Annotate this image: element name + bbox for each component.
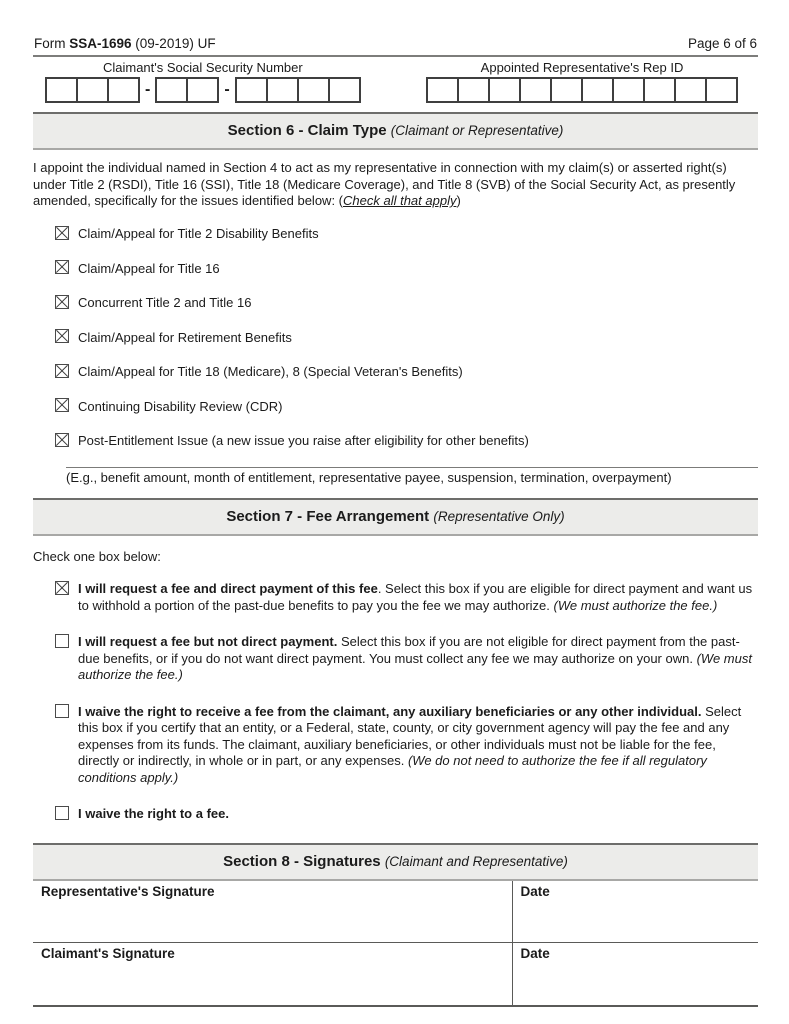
fee-option-text: I will request a fee but not direct payment. Select this box if you are not eligible for direct payment from the past-due benefits, or if you do not want direct payment. You must collect any fee we may authorize on your own. (We must authorize the fee.) <box>78 634 752 682</box>
claim-type-row <box>55 226 758 242</box>
fee-checkbox-fee-no-direct-payment[interactable] <box>55 634 69 648</box>
claim-type-label: Claim/Appeal for Title 18 (Medicare), 8 (Special Veteran's Benefits) <box>78 364 463 379</box>
rep-id-boxes <box>426 77 738 103</box>
claimant-date-label: Date <box>520 945 550 961</box>
section-6-header <box>33 112 758 150</box>
ssn-box[interactable] <box>266 77 299 103</box>
claim-type-checkbox-post-entitlement[interactable] <box>55 433 69 447</box>
fee-option-row <box>55 704 758 787</box>
ssn-dash: - <box>224 81 230 98</box>
claimant-date-field[interactable] <box>512 943 759 1005</box>
section-7-title: Section 7 - Fee Arrangement <box>226 508 430 525</box>
ssn-box[interactable] <box>235 77 268 103</box>
claim-type-list <box>33 226 758 449</box>
ssn-box[interactable] <box>186 77 219 103</box>
signature-table <box>33 881 758 1007</box>
rep-id-label: Appointed Representative's Rep ID <box>480 60 684 75</box>
fee-option-text: I will request a fee and direct payment of this fee. Select this box if you are eligible for direct payment and want us to withhold a portion of the past-due benefits to pay you the fee we may authorize. (We must authorize the fee.) <box>78 581 753 613</box>
claim-type-row <box>55 329 758 345</box>
page-number: Page 6 of 6 <box>687 36 757 51</box>
section-8-header <box>33 843 758 881</box>
claim-type-checkbox-cdr[interactable] <box>55 398 69 412</box>
fee-checkbox-waive-fee-from-claimant[interactable] <box>55 704 69 718</box>
ssn-label: Claimant's Social Security Number <box>102 60 303 75</box>
claim-type-checkbox-retirement[interactable] <box>55 329 69 343</box>
fee-option-text: I waive the right to a fee. <box>78 806 229 821</box>
rep-id-box[interactable] <box>612 77 645 103</box>
section-7-subtitle: (Representative Only) <box>433 509 565 524</box>
claim-type-label: Claim/Appeal for Retirement Benefits <box>78 329 292 345</box>
claim-type-label: Claim/Appeal for Title 16 <box>78 260 220 276</box>
rep-id-box[interactable] <box>426 77 459 103</box>
section-7-header <box>33 498 758 536</box>
rep-id-box[interactable] <box>519 77 552 103</box>
representative-signature-label: Representative's Signature <box>41 883 215 899</box>
claim-type-label: Continuing Disability Review (CDR) <box>78 398 283 414</box>
representative-date-label: Date <box>520 883 550 899</box>
ssn-box[interactable] <box>155 77 188 103</box>
post-entitlement-hint: (E.g., benefit amount, month of entitlement, representative payee, suspension, termination, overpayment) <box>66 470 672 485</box>
claim-type-row <box>55 433 758 449</box>
rep-id-box[interactable] <box>674 77 707 103</box>
claim-type-row <box>55 364 758 380</box>
claim-type-row <box>55 398 758 414</box>
claim-type-row <box>55 260 758 276</box>
claim-type-label: Post-Entitlement Issue (a new issue you raise after eligibility for other benefits) <box>78 433 529 448</box>
ssn-boxes <box>45 77 361 103</box>
ssn-box[interactable] <box>76 77 109 103</box>
section-8-title: Section 8 - Signatures <box>223 852 381 870</box>
representative-date-field[interactable] <box>512 881 759 942</box>
page-header <box>33 36 758 55</box>
id-fields-row <box>33 57 758 112</box>
fee-checkbox-fee-direct-payment[interactable] <box>55 581 69 595</box>
section-6-intro: I appoint the individual named in Section 4 to act as my representative in connection with my claim(s) or asserted right(s) under Title 2 (RSDI), Title 16 (SSI), Title 18 (Medicare Coverage), and Title 8 (SVB) of the Social Security Act, as presently amended, specifically for the issues identified below: (Check all that apply) <box>33 160 736 208</box>
fee-option-text: I waive the right to receive a fee from the claimant, any auxiliary beneficiaries or any other individual. Select this box if you certify that an entity, or a Federal, state, county, or city government agency will pay the fee and any expenses from its funds. The claimant, auxiliary beneficiaries, or other individuals must not be liable for the fee, directly or indirectly, in whole or in part, or any expenses. (We do not need to authorize the fee if all regulatory conditions apply.) <box>78 703 742 785</box>
section-6-subtitle: (Claimant or Representative) <box>390 123 564 138</box>
claimant-signature-field[interactable] <box>33 943 512 1005</box>
form-number: SSA-1696 <box>69 36 132 51</box>
claim-type-label: Claim/Appeal for Title 2 Disability Benefits <box>78 226 319 241</box>
section-6-title: Section 6 - Claim Type <box>227 122 387 139</box>
rep-id-box[interactable] <box>643 77 676 103</box>
ssn-dash: - <box>145 81 151 98</box>
rep-id-box[interactable] <box>550 77 583 103</box>
claimant-signature-row <box>33 943 758 1005</box>
ssn-group <box>45 60 361 103</box>
claim-type-row <box>55 295 758 311</box>
check-all-that-apply: Check all that apply <box>343 193 457 208</box>
section-8-subtitle: (Claimant and Representative) <box>384 853 568 869</box>
claimant-signature-label: Claimant's Signature <box>41 945 175 961</box>
fee-option-list <box>33 581 758 823</box>
claim-type-label: Concurrent Title 2 and Title 16 <box>78 295 252 310</box>
ssn-box[interactable] <box>328 77 361 103</box>
rep-id-box[interactable] <box>457 77 490 103</box>
claim-type-checkbox-title2-disability[interactable] <box>55 226 69 240</box>
fee-option-row <box>55 634 758 684</box>
ssn-box[interactable] <box>45 77 78 103</box>
fee-instruction: Check one box below: <box>33 549 161 564</box>
representative-signature-field[interactable] <box>33 881 512 942</box>
rep-id-box[interactable] <box>581 77 614 103</box>
claim-type-checkbox-title18[interactable] <box>55 364 69 378</box>
rep-id-box[interactable] <box>705 77 738 103</box>
post-entitlement-writein <box>33 467 758 485</box>
ssn-box[interactable] <box>107 77 140 103</box>
fee-option-row <box>55 806 758 823</box>
claim-type-checkbox-concurrent[interactable] <box>55 295 69 309</box>
rep-id-box[interactable] <box>488 77 521 103</box>
fee-checkbox-waive-right-to-fee[interactable] <box>55 806 69 820</box>
rep-id-group <box>426 60 738 103</box>
fee-option-row <box>55 581 758 614</box>
claim-type-checkbox-title16[interactable] <box>55 260 69 274</box>
ssn-box[interactable] <box>297 77 330 103</box>
representative-signature-row <box>33 881 758 943</box>
form-id: Form SSA-1696 (09-2019) UF <box>34 36 216 51</box>
